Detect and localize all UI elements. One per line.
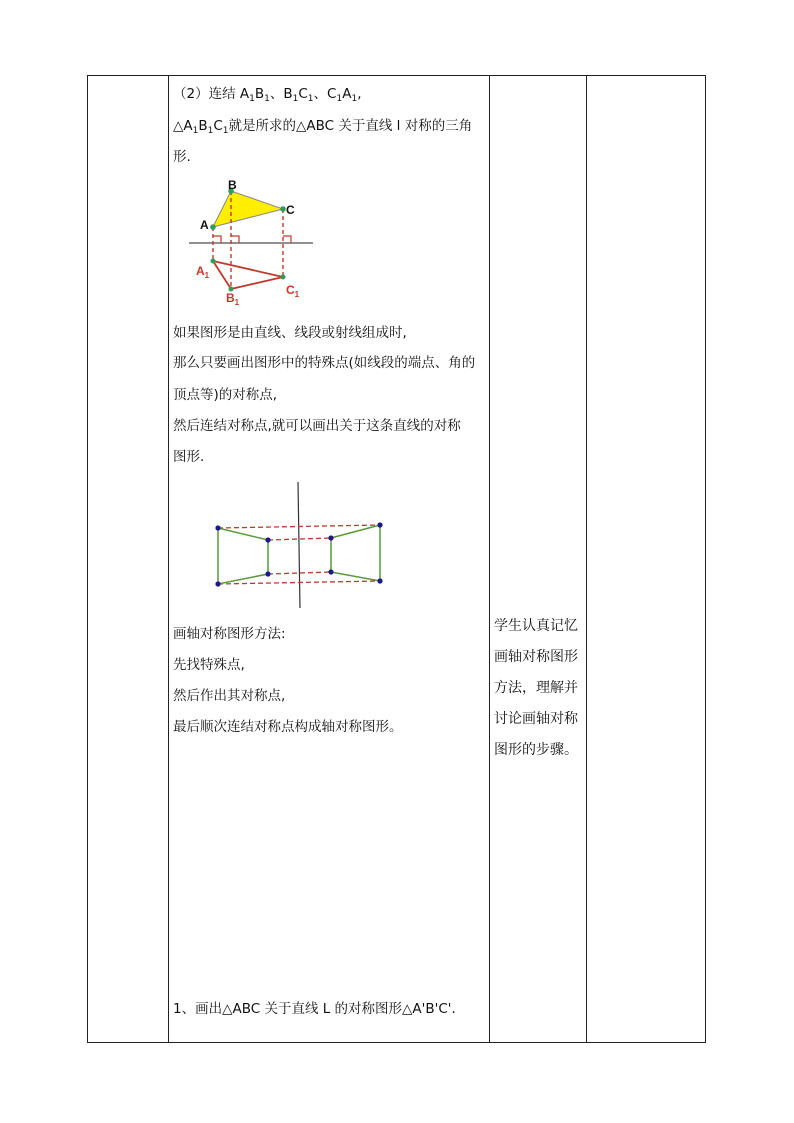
column-divider	[586, 76, 587, 1042]
symmetric-shape-figure	[205, 478, 395, 610]
text-part: ,	[357, 86, 362, 102]
point-a1	[211, 259, 216, 264]
subscript: 1	[207, 126, 214, 136]
text-part: B	[254, 86, 265, 102]
student-activity	[494, 611, 590, 766]
text-part: A	[342, 86, 352, 102]
right-angle-marks	[213, 236, 291, 243]
right-shape	[331, 525, 380, 581]
subscript: 1	[292, 94, 299, 104]
text-part: C	[298, 86, 308, 102]
paragraph-line: 然后连结对称点,就可以画出关于这条直线的对称	[173, 418, 461, 434]
student-line: 画轴对称图形	[494, 649, 578, 665]
column-divider	[168, 76, 169, 1042]
label-b: B	[228, 178, 237, 192]
axis-line	[298, 482, 300, 608]
result-line	[173, 116, 472, 136]
point-a	[210, 224, 216, 230]
text-part: B	[198, 118, 208, 134]
step2-line	[173, 84, 361, 104]
subscript: 1	[222, 126, 229, 136]
subscript: 1	[249, 94, 255, 104]
text-part: （2）连结 A	[173, 86, 250, 102]
paragraph-line: 如果图形是由直线、线段或射线组成时,	[173, 325, 407, 341]
label-b1-letter: B	[226, 291, 235, 305]
student-line: 讨论画轴对称	[494, 711, 578, 727]
subscript: 1	[192, 126, 199, 136]
subscript: 1	[351, 94, 358, 104]
student-line: 学生认真记忆	[494, 618, 578, 634]
paragraph-line: 图形.	[173, 449, 205, 465]
subscript: 1	[264, 94, 270, 104]
label-c1-letter: C	[286, 283, 295, 297]
subscript: 1	[307, 94, 314, 104]
text-part: C	[213, 118, 223, 134]
label-a1	[196, 264, 210, 280]
label-c1	[286, 283, 300, 299]
text-part: △A	[173, 118, 193, 134]
method-line: 然后作出其对称点,	[173, 688, 286, 704]
point-c1	[281, 275, 286, 280]
point-c	[280, 206, 286, 212]
text-part: 、C	[313, 86, 337, 102]
left-shape	[218, 528, 268, 584]
label-b1	[226, 291, 240, 305]
column-divider	[489, 76, 490, 1042]
student-line: 方法，理解并	[494, 680, 578, 696]
student-line: 图形的步骤。	[494, 742, 578, 758]
label-c1-sub: 1	[294, 290, 300, 299]
paragraph-line: 顶点等)的对称点,	[173, 387, 278, 403]
label-b1-sub: 1	[234, 298, 240, 305]
text-part: 、B	[269, 86, 293, 102]
triangle-reflection-figure	[185, 175, 325, 305]
subscript: 1	[336, 94, 343, 104]
label-a: A	[200, 218, 209, 232]
exercise-text: 1、画出△ABC 关于直线 L 的对称图形△A'B'C'．	[173, 1001, 465, 1017]
lesson-table	[87, 75, 706, 1043]
result-line-end: 形.	[173, 149, 191, 165]
label-a1-sub: 1	[204, 271, 210, 280]
triangle-abc	[213, 191, 283, 227]
triangle-a1b1c1	[213, 261, 283, 289]
method-line: 先找特殊点,	[173, 657, 245, 673]
label-a1-letter: A	[196, 264, 205, 278]
label-c: C	[286, 203, 295, 217]
paragraph-line: 那么只要画出图形中的特殊点(如线段的端点、角的	[173, 355, 476, 371]
text-part: 就是所求的△ABC 关于直线 l 对称的三角	[228, 118, 473, 134]
method-line: 最后顺次连结对称点构成轴对称图形。	[173, 719, 403, 735]
method-line: 画轴对称图形方法:	[173, 626, 286, 642]
